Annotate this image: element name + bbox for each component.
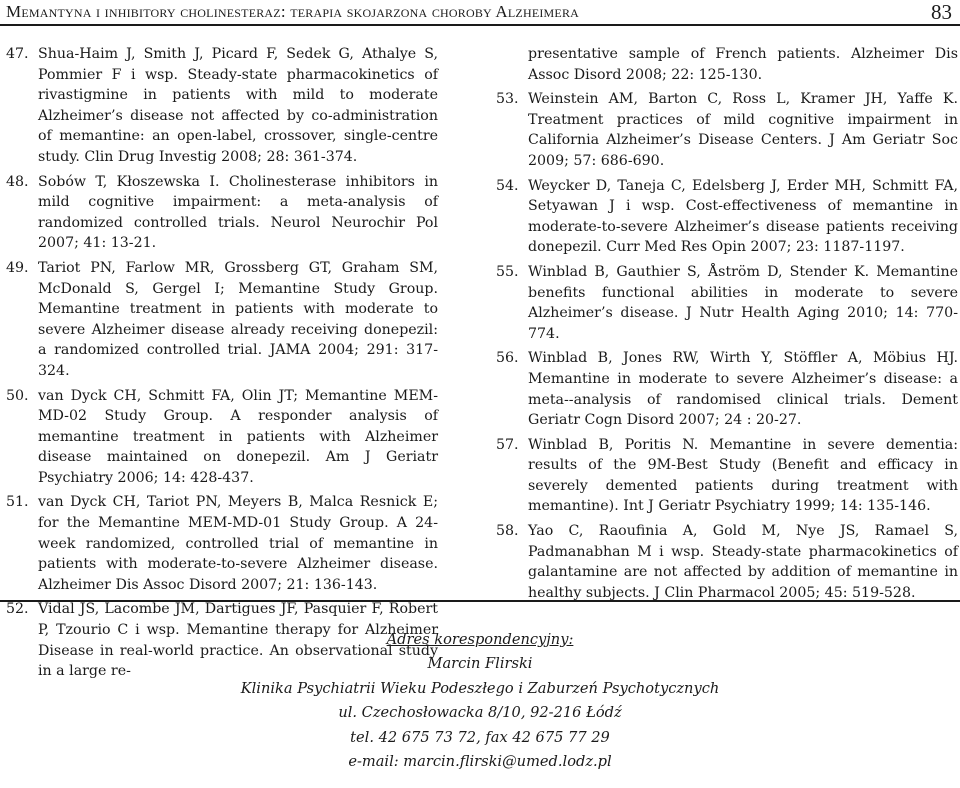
reference-number: 53. bbox=[496, 91, 519, 108]
reference-item bbox=[6, 492, 438, 595]
reference-item bbox=[496, 262, 958, 344]
references-right-column bbox=[496, 44, 958, 607]
author-name: Marcin Flirski bbox=[427, 655, 533, 673]
email-address: e-mail: marcin.flirski@umed.lodz.pl bbox=[348, 753, 612, 771]
phone-fax: tel. 42 675 73 72, fax 42 675 77 29 bbox=[350, 728, 610, 746]
reference-text: Winblad B, Poritis N. Memantine in severe dementia: results of the 9M-Best Study (Benefit and efficacy in severely demented patients during treatment with memantine). Int J Geriatr Psychiatry 1999; 14: 135-146. bbox=[528, 436, 958, 515]
reference-text: Winblad B, Gauthier S, Åström D, Stender K. Memantine benefits functional abilities in moderate to severe Alzheimer’s disease. J Nutr Health Aging 2010; 14: 770-774. bbox=[528, 263, 958, 342]
reference-continuation bbox=[496, 44, 958, 85]
header-rule bbox=[0, 24, 960, 26]
reference-text: Vidal JS, Lacombe JM, Dartigues JF, Pasquier F, Robert P, Tzourio C i wsp. Memantine therapy for Alzheimer Disease in real-world practice. An observational study in a large re- bbox=[38, 601, 438, 680]
reference-text: van Dyck CH, Tariot PN, Meyers B, Malca Resnick E; for the Memantine MEM-MD-01 Study Group. A 24-week randomized, controlled trial of memantine in patients with moderate-to-severe Alzheimer disease. Alzheimer Dis Assoc Disord 2007; 21: 136-143. bbox=[38, 494, 438, 593]
reference-number: 52. bbox=[6, 601, 29, 618]
reference-number: 57. bbox=[496, 436, 519, 453]
institution: Klinika Psychiatrii Wieku Podeszłego i Zaburzeń Psychotycznych bbox=[240, 679, 720, 697]
postal-address: ul. Czechosłowacka 8/10, 92-216 Łódź bbox=[338, 704, 622, 722]
reference-number: 55. bbox=[496, 263, 519, 280]
reference-text: Yao C, Raoufinia A, Gold M, Nye JS, Ramael S, Padmanabhan M i wsp. Steady-state pharmacokinetics of galantamine are not affected by addition of memantine in healthy subjects. J Clin Pharmacol 2005; 45: 519-528. bbox=[528, 523, 958, 601]
reference-text: Shua-Haim J, Smith J, Picard F, Sedek G, Athalye S, Pommier F i wsp. Steady-state pharmacokinetics of rivastigmine in patients with mild to moderate Alzheimer’s disease not affected by co-administration of memantine: an open-label, crossover, single-centre study. Clin Drug Investig 2008; 28: 361-374. bbox=[38, 46, 438, 165]
page-header bbox=[0, 0, 960, 26]
reference-text: Weycker D, Taneja C, Edelsberg J, Erder MH, Schmitt FA, Setyawan J i wsp. Cost-effectiveness of memantine in moderate-to-severe Alzheimer’s disease patients receiving donepezil. Curr Med Res Opin 2007; 23: 1187-1197. bbox=[528, 177, 958, 256]
reference-item bbox=[496, 521, 958, 603]
reference-item bbox=[496, 348, 958, 430]
reference-number: 58. bbox=[496, 523, 519, 540]
reference-number: 49. bbox=[6, 259, 29, 276]
correspondence-block bbox=[0, 628, 960, 774]
reference-item bbox=[6, 258, 438, 382]
reference-item bbox=[496, 176, 958, 258]
reference-number: 50. bbox=[6, 387, 29, 404]
reference-text: Weinstein AM, Barton C, Ross L, Kramer JH, Yaffe K. Treatment practices of mild cognitive impairment in California Alzheimer’s Disease Centers. J Am Geriatr Soc 2009; 57: 686-690. bbox=[528, 91, 958, 169]
section-divider bbox=[0, 600, 960, 602]
page-number: 83 bbox=[931, 0, 952, 24]
reference-number: 51. bbox=[6, 494, 29, 511]
reference-text: presentative sample of French patients. Alzheimer Dis Assoc Disord 2008; 22: 125-130. bbox=[528, 46, 958, 83]
reference-number: 48. bbox=[6, 173, 29, 190]
reference-number: 56. bbox=[496, 350, 519, 367]
reference-number: 47. bbox=[6, 46, 29, 62]
running-title: Memantyna i inhibitory cholinesteraz: terapia skojarzona choroby Alzheimera bbox=[6, 2, 580, 21]
reference-item bbox=[6, 386, 438, 489]
reference-item bbox=[6, 44, 438, 168]
reference-text: Tariot PN, Farlow MR, Grossberg GT, Graham SM, McDonald S, Gergel I; Memantine Study Group. Memantine treatment in patients with moderate to severe Alzheimer disease already receiving donepezil: a randomized controlled trial. JAMA 2004; 291: 317-324. bbox=[38, 259, 438, 379]
reference-text: Sobów T, Kłoszewska I. Cholinesterase inhibitors in mild cognitive impairment: a meta-analysis of randomized controlled trials. Neurol Neurochir Pol 2007; 41: 13-21. bbox=[38, 173, 438, 252]
reference-item bbox=[496, 89, 958, 171]
reference-text: Winblad B, Jones RW, Wirth Y, Stöffler A, Möbius HJ. Memantine in moderate to severe Alzheimer’s disease: a meta--analysis of randomised clinical trials. Dement Geriatr Cogn Disord 2007; 24 : 20-27. bbox=[528, 350, 958, 429]
reference-text: van Dyck CH, Schmitt FA, Olin JT; Memantine MEM-MD-02 Study Group. A responder analysis of memantine treatment in patients with Alzheimer disease maintained on donepezil. Am J Geriatr Psychiatry 2006; 14: 428-437. bbox=[38, 387, 438, 486]
correspondence-heading: Adres korespondencyjny: bbox=[386, 631, 574, 648]
references-left-column bbox=[6, 44, 438, 686]
reference-item bbox=[6, 172, 438, 254]
reference-item bbox=[496, 435, 958, 517]
reference-number: 54. bbox=[496, 177, 519, 194]
